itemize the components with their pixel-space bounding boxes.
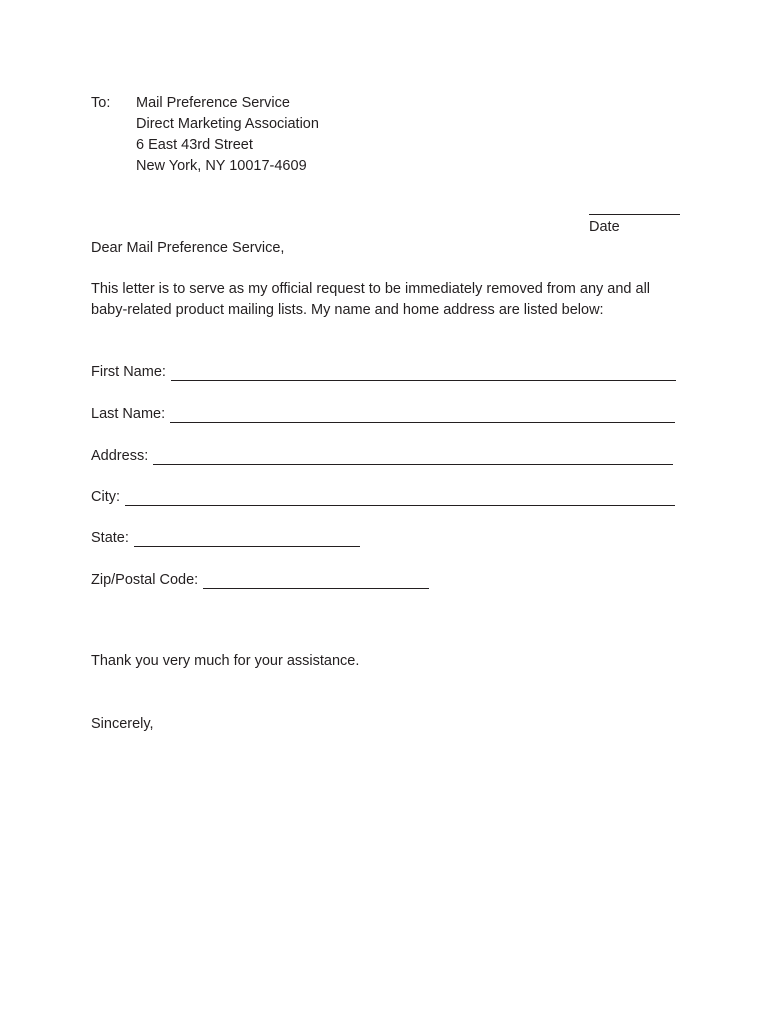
body-line: baby-related product mailing lists. My name and home address are listed below:: [91, 302, 604, 318]
first-name-label: First Name:: [91, 364, 166, 380]
letter-body: [91, 279, 650, 321]
date-label: Date: [589, 219, 620, 235]
last-name-label: Last Name:: [91, 406, 166, 422]
salutation: Dear Mail Preference Service,: [91, 240, 285, 256]
city-label: City:: [91, 489, 120, 505]
first-name-field: [91, 362, 676, 383]
date-field-line[interactable]: [589, 214, 680, 215]
closing-line: Sincerely,: [91, 716, 154, 732]
recipient-address: [136, 93, 319, 177]
thanks-line: Thank you very much for your assistance.: [91, 653, 360, 669]
state-label: State:: [91, 530, 129, 546]
to-label: To:: [91, 95, 111, 111]
address-label: Address:: [91, 448, 149, 464]
recipient-line: Mail Preference Service: [136, 95, 290, 111]
address-field: [91, 446, 673, 467]
city-input-line[interactable]: [125, 490, 675, 506]
zip-field: [91, 570, 429, 591]
last-name-input-line[interactable]: [170, 407, 675, 423]
recipient-line: Direct Marketing Association: [136, 116, 319, 132]
zip-label: Zip/Postal Code:: [91, 572, 199, 588]
zip-input-line[interactable]: [203, 573, 429, 589]
city-field: [91, 487, 675, 508]
recipient-line: New York, NY 10017-4609: [136, 158, 307, 174]
last-name-field: [91, 404, 675, 425]
state-field: [91, 528, 360, 549]
state-input-line[interactable]: [134, 531, 360, 547]
recipient-line: 6 East 43rd Street: [136, 137, 253, 153]
first-name-input-line[interactable]: [171, 365, 676, 381]
address-input-line[interactable]: [153, 449, 673, 465]
body-line: This letter is to serve as my official request to be immediately removed from any and all: [91, 281, 651, 297]
